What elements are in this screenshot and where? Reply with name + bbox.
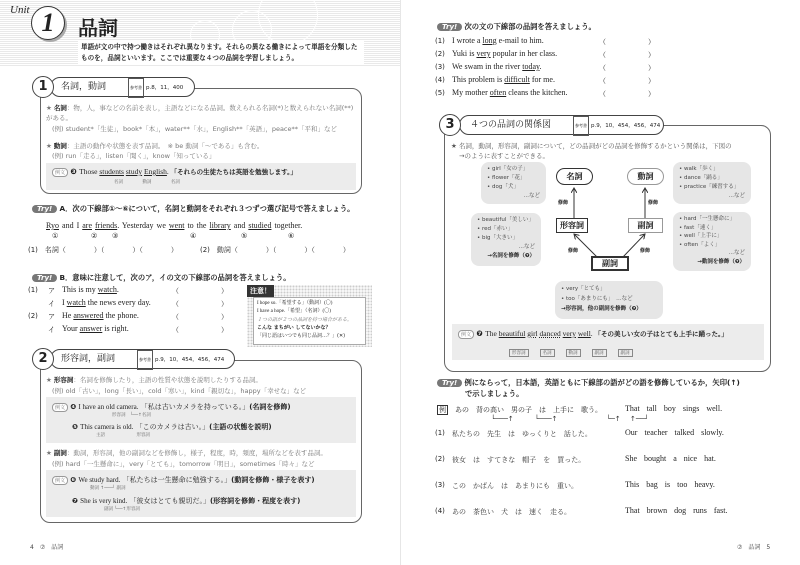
answer-blank[interactable]: （ ） <box>599 90 655 98</box>
section2-number: 2 <box>32 348 54 370</box>
sentence-text: and <box>230 221 249 230</box>
underlined-word: Ryo <box>46 221 60 230</box>
underlined-word: answered <box>73 311 104 320</box>
try2-example-english: That tall boy sings well. <box>625 404 723 413</box>
section3-header: ４つの品詞の関係図 参考書 p.9，10，454，456，474 <box>459 115 664 135</box>
section3-number: 3 <box>439 114 461 136</box>
english-sentence: This bag is too heavy. <box>625 480 715 489</box>
adverb-example-box: 例文 ❻ We study hard. 「私たちは一生懸命に勉強する。」(動詞を修飾・様子を表す) 動詞 ↑───┘ 副詞 ❼ She is very kind. 「彼女はとても親切だ。」(形容詞を修飾・程度を表す) 副詞 └──↑形容詞 <box>46 470 356 517</box>
try-b-sentence <box>62 285 119 294</box>
pos-tags: 名詞 動詞 名詞 <box>114 180 180 185</box>
sentence-text: is right. <box>102 324 129 333</box>
section1-ref: p.8，11，400 <box>146 85 184 91</box>
left-page: Unit 1 品詞 単語が文の中で持つ働きはそれぞれ異なります。それらの異なる働きによって単語を分類したものを，品詞といいます。ここでは重要な４つの品詞を学習しましょう。 名詞，動詞 参考書 p.8，11，400 1 ★ 名詞：物，人，事などの名前を表し，主語などになる品詞。数えられる名詞(*)と数えられない名詞(**)がある。 (例) student*「生徒」，book*「本」，water**「水」，English**「英語」，peace**「平和」など ★ 動詞：主語の動作や状態を表す品詞。 ※ be 動詞「～である」も含む。 (例) run「走る」，listen「聞く」，know「知っている」 例文 ❸ Those students study English. 「それらの生徒たちは英語を勉強します。」 名詞 動詞 名詞 Try! A．次の下線部①～⑥について，名詞と動詞をそれぞれ３つずつ選び記号で答えましょう。 Ryo and I are friends. Yesterday we went to the library and studied together. ① ② ③ ④ ⑤ ⑥ (1) 名詞（ ）（ ）（ ） (2) 動詞（ ）（ ）（ ） Try! B．意味に注意して，次のア，イの文の下線部の品詞を答えましょう。 (1) ア This is my watch. （ ） イ I watch the news every day. （ ） (2) ア He answered the phone. （ ） イ Your answer is right. （ ） 注意！ I hope so.「希望する」（動詞）(〇) I have a hope.「希望」（名詞）(〇) １つの語が２つの品詞を持つ場合がある。 こんな まちがい してないかな？ 「同じ語はいつでも同じ品詞…？」(✕) 形容詞，副詞 参考書 p.9，10，454，456，474 2 ★ 形容詞：名詞を修飾したり，主語の性質や状態を説明したりする品詞。 (例) old「古い」，long「長い」，cold「寒い」，kind「親切な」，happy「幸せな」など 例文 ❹ I have an old camera. 「私は古いカメラを持っている。」(名詞を修飾) 形容詞 └──↑名詞 ❺ This camera is old. 「このカメラは古い。」(主語の状態を説明) 主語 形容詞 ★ 副詞：動詞，形容詞，他の副詞などを修飾し，様子，程度，時，頻度，場所などを表す品詞。 (例) hard「一生懸命に」，very「とても」，tomorrow「明日」，sometimes「時々」など 例文 ❻ We study hard. 「私たちは一生懸命に勉強する。」(動詞を修飾・様子を表す) 動詞 ↑───┘ 副詞 ❼ She is very kind. 「彼女はとても親切だ。」(形容詞を修飾・程度を表す) 副詞 └──↑形容詞 4 ⑦ 品詞 <box>0 0 400 565</box>
try2-heading-cont: で示しましょう。 <box>465 389 524 398</box>
item-number: (1) <box>435 37 445 45</box>
sentence-text: . <box>539 62 542 71</box>
sentence-text: Your <box>62 324 80 333</box>
underlined-word: beautiful <box>498 329 526 338</box>
adjective-definition: ★ 形容詞：名詞を修飾したり，主語の性質や状態を説明したりする品詞。 <box>46 376 262 384</box>
node-adjective: 形容詞 <box>556 218 588 233</box>
sentence-text: and I <box>59 221 83 230</box>
sentence-text: I wrote a <box>452 36 483 45</box>
sentence-text: to the <box>184 221 210 230</box>
sentence-text: popular in her class. <box>490 49 558 58</box>
try-b-sentence <box>62 311 139 320</box>
underlined-word: very <box>562 329 576 338</box>
answer-blank[interactable]: （ ） <box>599 77 655 85</box>
try-b-sentence <box>62 324 129 333</box>
item-kana: ア <box>48 313 55 321</box>
underlined-word: students <box>99 167 124 176</box>
sentence-text: cleans the kitchen. <box>506 88 568 97</box>
section3-intro-1: ★ 名詞，動詞，形容詞，副詞について，どの品詞がどの品詞を修飾するかという関係は，下図の <box>451 142 732 150</box>
sentence-text: This is my <box>62 285 98 294</box>
underlined-word: study <box>125 167 143 176</box>
japanese-sentence: この かばん は あまりにも 重い。 <box>452 482 578 490</box>
section1-header <box>50 77 195 97</box>
example-sentence <box>79 167 171 176</box>
example-label: 例文 <box>52 168 68 177</box>
japanese-sentence: 彼女 は すてきな 帽子 を 買った。 <box>452 456 586 464</box>
modify-label: 修飾 <box>640 248 651 254</box>
underlined-word: today <box>522 62 540 71</box>
sentence-text: The <box>485 329 499 338</box>
item-number: (1) <box>435 429 445 437</box>
verb-examples: (例) run「走る」，listen「聞く」，know「知っている」 <box>52 152 216 160</box>
node-adverb-lower: 副詞 <box>591 256 629 271</box>
right-page <box>400 0 800 565</box>
answer-blank[interactable]: （ ） <box>172 287 228 295</box>
adjective-examples: (例) old「古い」，long「長い」，cold「寒い」，kind「親切な」，happy「幸せな」など <box>52 387 307 395</box>
try-a-heading: Try! A．次の下線部①～⑥について，名詞と動詞をそれぞれ３つずつ選び記号で答えましょう。 <box>32 204 354 214</box>
sentence-text: e-mail to him. <box>496 36 544 45</box>
underlined-word: very <box>476 49 491 58</box>
section2-header: 形容詞，副詞 参考書 p.9，10，454，456，474 <box>50 349 235 369</box>
japanese-sentence: 私たちの 先生 は ゆっくりと 話した。 <box>452 430 592 438</box>
unit-number: 1 <box>31 6 65 40</box>
answer-blank[interactable]: （ ） <box>599 64 655 72</box>
sentence-text: I <box>62 298 67 307</box>
underlined-word: friends <box>95 221 118 230</box>
underlined-word: library <box>209 221 231 230</box>
try-b-heading: Try! B．意味に注意して，次のア，イの文の下線部の品詞を答えましょう。 <box>32 273 291 283</box>
node-verb: 動詞 <box>627 168 664 185</box>
item-number: (4) <box>435 76 445 84</box>
japanese-sentence: あの 茶色い 犬 は 速く 走る。 <box>452 508 571 516</box>
item-kana: ア <box>48 287 55 295</box>
adverb-bubble: • hard「一生懸命に」 • fast「速く」 • well「上手に」 • often「よく」 …など →動詞を修飾（❼） <box>673 212 751 271</box>
reference-book-icon: 参考書 <box>573 116 589 136</box>
example-arrows: └───↑ └───↑ └─↑ ↑──┘ <box>491 415 649 423</box>
try-b-sentence <box>62 298 151 307</box>
page-footer-left: 4 ⑦ 品詞 <box>30 544 64 551</box>
underlined-word: watch <box>66 298 86 307</box>
example-sentence: She is very kind. <box>80 497 128 505</box>
item-number: (5) <box>435 89 445 97</box>
section3-example-box: 例文 ❼ The beautiful girl danced very well. 「その美しい女の子はとても上手に踊った。」 形容詞 名詞 動詞 副詞 副詞 <box>452 324 764 360</box>
try-a-sentence <box>46 221 302 230</box>
sentence-text: together. <box>271 221 303 230</box>
item-number: (2) <box>28 312 38 320</box>
section3-title: ４つの品詞の関係図 <box>470 120 552 130</box>
underlined-word: watch <box>97 285 117 294</box>
underlined-word: often <box>489 88 507 97</box>
section3-intro-2: →のように表すことができる。 <box>459 152 549 160</box>
answer-blank[interactable]: （ ） <box>172 313 228 321</box>
answer-blank[interactable]: （ ） <box>599 38 655 46</box>
sentence-text: . <box>166 167 171 176</box>
item-number: (1) <box>28 286 38 294</box>
item-number: (3) <box>435 63 445 71</box>
answer-blank[interactable]: （ ） <box>599 51 655 59</box>
underlined-word: went <box>168 221 185 230</box>
sentence-text: My mother <box>452 88 490 97</box>
intro-text: 単語が文の中で持つ働きはそれぞれ異なります。それらの異なる働きによって単語を分類したものを，品詞といいます。ここでは重要な４つの品詞を学習しましょう。 <box>78 41 364 65</box>
underlined-word: danced <box>539 329 561 338</box>
try2-heading: Try! 例にならって，日本語，英語ともに下線部の語がどの語を修飾しているか，矢印(↑) <box>437 378 740 388</box>
modify-label: 修飾 <box>648 200 659 206</box>
try1-heading: Try! 次の文の下線部の品詞を答えましょう。 <box>437 22 596 32</box>
underlined-word: long <box>482 36 497 45</box>
caution-box: 注意！ I hope so.「希望する」（動詞）(〇) I have a hope.「希望」（名詞）(〇) １つの語が２つの品詞を持つ場合がある。 こんな まちがい してないかな？ 「同じ語はいつでも同じ品詞…？」(✕) <box>247 285 372 347</box>
example-translation: 「それらの生徒たちは英語を勉強します。」 <box>170 168 297 176</box>
pos-tags: 形容詞 名詞 動詞 副詞 副詞 <box>509 348 644 357</box>
page-footer-right: ⑦ 品詞 5 <box>737 544 771 551</box>
caution-tag: 注意！ <box>247 285 274 297</box>
item-kana: イ <box>48 300 55 308</box>
item-kana: イ <box>48 326 55 334</box>
sentence-text: . <box>590 329 595 338</box>
adverb2-bubble: • very「とても」 • too「あまりにも」 …など →形容詞，他の副詞を修飾（❼） <box>555 281 663 319</box>
try2-example: 例 あの 背の高い 男の子 は 上手に 歌う。 <box>439 406 602 414</box>
sentence-text: Those <box>79 167 100 176</box>
example-sentence-box: 例文 ❸ Those students study English. 「それらの生徒たちは英語を勉強します。」 名詞 動詞 名詞 <box>46 163 356 190</box>
section1-title: 名詞，動詞 <box>61 82 107 92</box>
node-adverb-upper: 副詞 <box>628 218 663 233</box>
sentence-text: for me. <box>529 75 555 84</box>
item-number: (4) <box>435 507 445 515</box>
sentence-text: Yuki is <box>452 49 477 58</box>
adjective-bubble: • beautiful「美しい」 • red「赤い」 • big「大きい」 …など →名詞を修飾（❼） <box>471 213 541 266</box>
page-title: 品詞 <box>78 16 118 40</box>
noun-examples: (例) student*「生徒」，book*「本」，water**「水」，English**「英語」，peace**「平和」など <box>52 125 338 133</box>
reference-book-icon: 参考書 <box>137 350 153 370</box>
underlined-word: studied <box>248 221 272 230</box>
adverb-examples: (例) hard「一生懸命に」，very「とても」，tomorrow「明日」，sometimes「時々」など <box>52 460 315 468</box>
adjective-example-box: 例文 ❹ I have an old camera. 「私は古いカメラを持っている。」(名詞を修飾) 形容詞 └──↑名詞 ❺ This camera is old. 「このカメラは古い。」(主語の状態を説明) 主語 形容詞 <box>46 397 356 443</box>
underlined-word: are <box>82 221 92 230</box>
english-sentence: She bought a nice hat. <box>625 454 716 463</box>
section1-number: 1 <box>32 76 54 98</box>
item-number: (2) <box>435 50 445 58</box>
underlined-word: girl <box>527 329 538 338</box>
modify-label: 修飾 <box>568 248 579 254</box>
noun-bubble: • girl「女の子」 • flower「花」 • dog「犬」 …など <box>481 162 546 204</box>
item-number: (3) <box>435 481 445 489</box>
example-sentence <box>485 329 594 338</box>
noun-definition: ★ 名詞：物，人，事などの名前を表し，主語などになる品詞。数えられる名詞(*)と数えられない名詞(**)がある。 <box>46 104 354 122</box>
modify-label: 修飾 <box>558 200 569 206</box>
example-sentence: We study hard. <box>78 476 121 484</box>
sentence-text: He <box>62 311 74 320</box>
item-number: (2) <box>435 455 445 463</box>
adverb-definition: ★ 副詞：動詞，形容詞，他の副詞などを修飾し，様子，程度，時，頻度，場所などを表す品詞。 <box>46 449 327 457</box>
example-sentence: This camera is old. <box>80 423 134 431</box>
underlined-word: answer <box>79 324 103 333</box>
english-sentence: That brown dog runs fast. <box>625 506 728 515</box>
sentence-text: . <box>116 285 119 294</box>
reference-book-icon: 参考書 <box>128 78 144 98</box>
answer-blank[interactable]: （ ） <box>172 300 228 308</box>
sentence-text: This problem is <box>452 75 505 84</box>
sentence-text: . Yesterday we <box>117 221 169 230</box>
english-sentence: Our teacher talked slowly. <box>625 428 724 437</box>
example-sentence: I have an old camera. <box>78 403 139 411</box>
answer-blank[interactable]: （ ） <box>172 326 228 334</box>
underlined-word: English <box>143 167 167 176</box>
section2-title: 形容詞，副詞 <box>61 354 116 364</box>
node-noun: 名詞 <box>556 168 593 185</box>
try-a-answer-verbs[interactable]: (2) 動詞（ ）（ ）（ ） <box>200 246 350 254</box>
try-badge: Try! <box>32 205 57 213</box>
sentence-text: the news every day. <box>85 298 151 307</box>
verb-definition: ★ 動詞：主語の動作や状態を表す品詞。 ※ be 動詞「～である」も含む。 <box>46 142 264 150</box>
unit-label: Unit <box>10 4 30 16</box>
try-a-answer-nouns[interactable]: (1) 名詞（ ）（ ）（ ） <box>28 246 178 254</box>
underlined-word: well <box>577 329 591 338</box>
sentence-text: We swam in the river <box>452 62 523 71</box>
verb-bubble: • walk「歩く」 • dance「踊る」 • practice「練習する」 …など <box>673 162 751 204</box>
underlined-word: difficult <box>504 75 530 84</box>
sentence-text: the phone. <box>103 311 139 320</box>
